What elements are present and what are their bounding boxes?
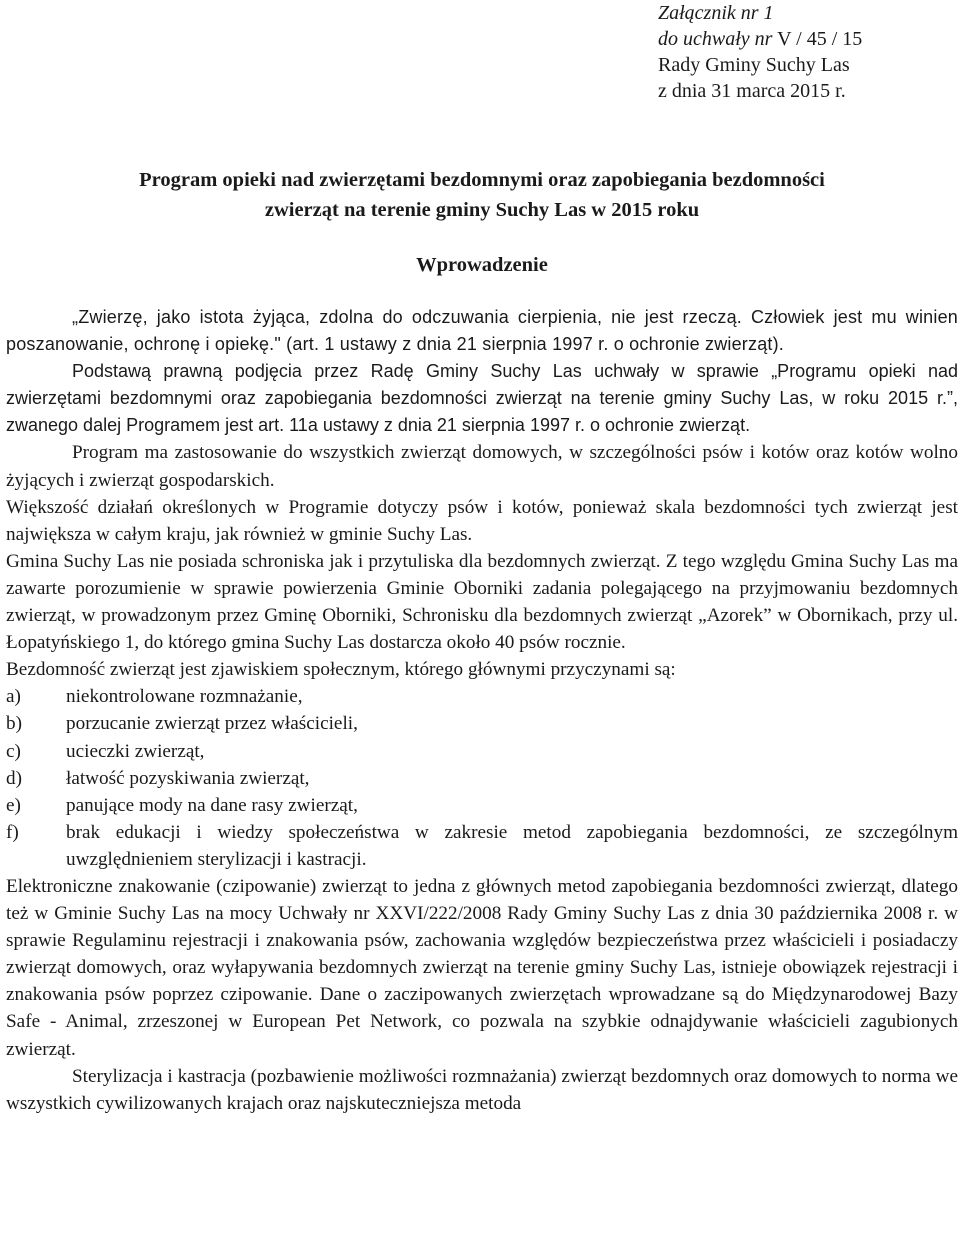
- majority-paragraph: Większość działań określonych w Programie dotyczy psów i kotów, ponieważ skala bezdomności tych zwierząt jest największa w całym kraju, jak również w gminie Suchy Las.: [6, 496, 958, 545]
- list-item-text: łatwość pozyskiwania zwierząt,: [66, 767, 310, 789]
- causes-list: [6, 683, 958, 873]
- list-item-mark: c): [6, 740, 21, 762]
- annex-resolution: [658, 26, 862, 52]
- list-item-text: niekontrolowane rozmnażanie,: [66, 686, 303, 708]
- list-item: [6, 792, 958, 819]
- title-line-2: zwierząt na terenie gminy Suchy Las w 2015 roku: [264, 199, 700, 221]
- annex-number: Załącznik nr 1: [658, 2, 774, 24]
- list-item-text: porzucanie zwierząt przez właścicieli,: [66, 713, 358, 735]
- annex-header: [658, 0, 862, 104]
- title-line-1: Program opieki nad zwierzętami bezdomnymi oraz zapobiegania bezdomności: [139, 169, 825, 191]
- quote-paragraph: „Zwierzę, jako istota żyjąca, zdolna do odczuwania cierpienia, nie jest rzeczą. Człowiek jest mu winien poszanowanie, ochronę i opiekę." (art. 1 ustawy z dnia 21 sierpnia 1997 r. o ochronie zwierząt).: [6, 307, 958, 355]
- document-body: [6, 304, 958, 1117]
- list-item-text: ucieczki zwierząt,: [66, 740, 205, 762]
- list-item: [6, 738, 958, 765]
- list-item-text: brak edukacji i wiedzy społeczeństwa w zakresie metod zapobiegania bezdomności, ze szczególnym uwzględnieniem sterylizacji i kastracji.: [66, 821, 958, 870]
- shelter-paragraph: Gmina Suchy Las nie posiada schroniska jak i przytuliska dla bezdomnych zwierząt. Z tego względu Gmina Suchy Las ma zawarte porozumienie w sprawie powierzenia Gminie Oborniki zadania polegającego na przyjmowaniu bezdomnych zwierząt, w prowadzonym przez Gminę Oborniki, Schronisku dla bezdomnych zwierząt „Azorek” w Obornikach, przy ul. Łopatyńskiego 1, do którego gmina Suchy Las dostarcza około 40 psów rocznie.: [6, 550, 958, 654]
- causes-intro: Bezdomność zwierząt jest zjawiskiem społecznym, którego głównymi przyczynami są:: [6, 659, 676, 681]
- list-item-text: panujące mody na dane rasy zwierząt,: [66, 794, 358, 816]
- section-heading: Wprowadzenie: [416, 254, 548, 276]
- annex-council: Rady Gminy Suchy Las: [658, 54, 850, 76]
- list-item: [6, 765, 958, 792]
- list-item: [6, 683, 958, 710]
- scope-paragraph: Program ma zastosowanie do wszystkich zwierząt domowych, w szczególności psów i kotów oraz kotów wolno żyjących i zwierząt gospodarskich.: [6, 442, 958, 491]
- list-item-mark: e): [6, 794, 21, 816]
- legal-basis-part-a: Podstawą prawną podjęcia przez Radę Gminy Suchy Las uchwały w sprawie „Programu opieki nad zwierzętami bezdomnymi oraz zapobiegania bezdomności zwierząt na terenie gminy Suchy Las, w roku 2015 r.: [6, 361, 958, 409]
- list-item: [6, 819, 958, 873]
- legal-basis-part-b: ”, zwanego dalej Programem jest art. 11a ustawy z dnia 21 sierpnia 1997 r. o ochronie zwierząt.: [6, 388, 958, 436]
- document-title: [6, 165, 958, 225]
- list-item: [6, 710, 958, 737]
- list-item-mark: d): [6, 767, 22, 789]
- list-item-mark: b): [6, 713, 22, 735]
- sterilization-paragraph: Sterylizacja i kastracja (pozbawienie możliwości rozmnażania) zwierząt bezdomnych oraz domowych to norma we wszystkich cywilizowanych krajach oraz najskuteczniejsza metoda: [6, 1065, 958, 1114]
- legal-basis-paragraph: [6, 358, 958, 439]
- annex-date: z dnia 31 marca 2015 r.: [658, 80, 846, 102]
- annex-resolution-label: do uchwały nr: [658, 28, 773, 50]
- list-item-mark: a): [6, 686, 21, 708]
- list-item-mark: f): [6, 821, 19, 843]
- annex-resolution-number: V / 45 / 15: [772, 28, 863, 50]
- chipping-paragraph: Elektroniczne znakowanie (czipowanie) zwierząt to jedna z głównych metod zapobiegania bezdomności zwierząt, dlatego też w Gminie Suchy Las na mocy Uchwały nr XXVI/222/2008 Rady Gminy Suchy Las z dnia 30 października 2008 r. w sprawie Regulaminu rejestracji i znakowania psów, zachowania względów bezpieczeństwa przez właścicieli i posiadaczy zwierząt domowych, oraz wyłapywania bezdomnych zwierząt na terenie gminy Suchy Las, istnieje obowiązek rejestracji i znakowania psów poprzez czipowanie. Dane o zaczipowanych zwierzętach wprowadzane są do Międzynarodowej Bazy Safe - Animal, zrzeszonej w European Pet Network, co pozwala na szybkie odnajdywanie właścicieli zagubionych zwierząt.: [6, 875, 958, 1060]
